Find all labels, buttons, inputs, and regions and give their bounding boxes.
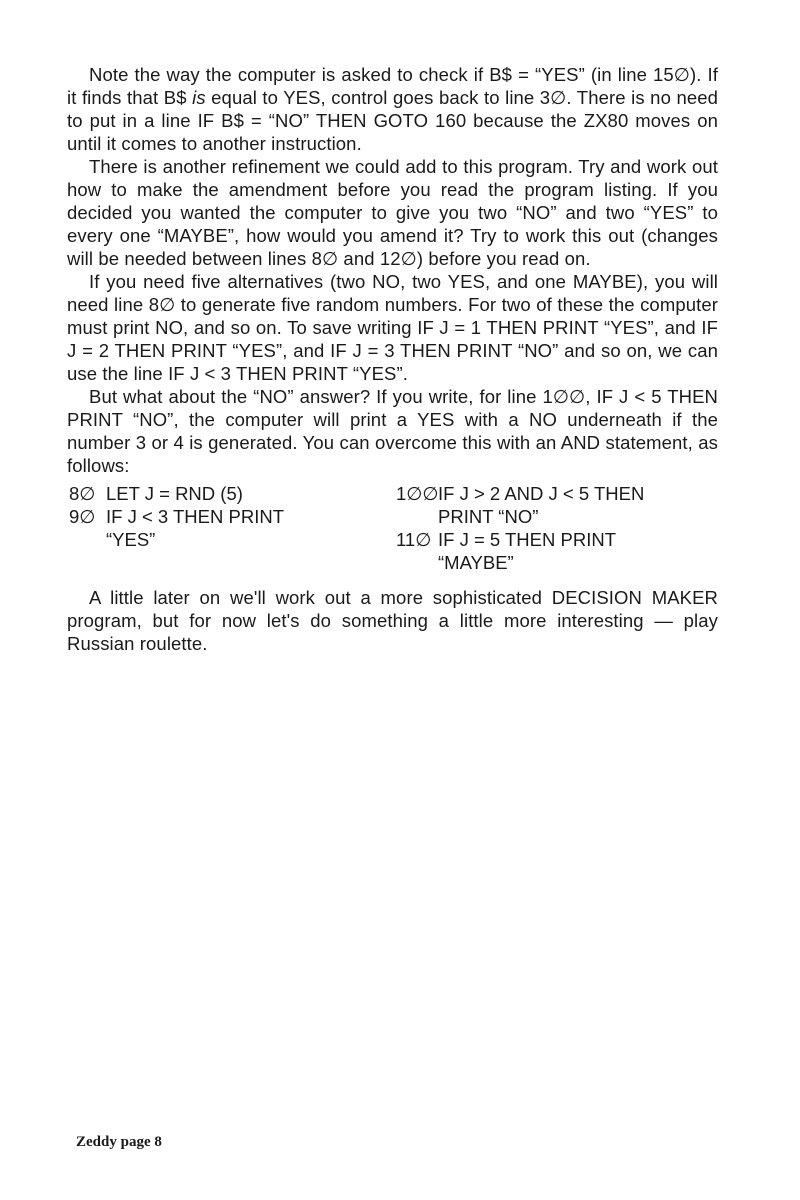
code-listing (67, 482, 718, 574)
paragraph-1-emphasis: is (192, 87, 206, 108)
code-line-text: IF J = 5 THEN PRINT (438, 529, 617, 550)
code-line-number: 9∅ (69, 506, 96, 527)
code-line (67, 482, 392, 505)
paragraph-2: There is another refinement we could add to this program. Try and work out how to make the amendment before you read the program listing. If you decided you wanted the computer to give you two “NO” and two “YES” to every one “MAYBE”, how would you amend it? Try to work this out (changes will be needed between lines 8∅ and 12∅) before you read on. (67, 156, 718, 269)
paragraph-1-text-b: equal to YES, control goes back to line 3∅. There is no need to put in a line IF B$ = “NO” THEN GOTO 160 because the ZX80 moves on until it comes to another instruction. (67, 87, 719, 154)
code-line-continuation (392, 505, 718, 528)
code-line-text: LET J = RND (5) (106, 483, 243, 504)
code-line-continuation (392, 551, 718, 574)
code-line (392, 528, 718, 551)
paragraph-4: But what about the “NO” answer? If you write, for line 1∅∅, IF J < 5 THEN PRINT “NO”, the computer will print a YES with a NO underneath if the number 3 or 4 is generated. You can overcome this with an AND statement, as follows: (67, 386, 718, 476)
paragraph-1-text-a: Note the way the computer is asked to check if B$ = “YES” (in line 15∅). If it finds that B$ (67, 64, 718, 108)
code-line-text: “MAYBE” (438, 552, 514, 573)
paragraph-5: A little later on we'll work out a more sophisticated DECISION MAKER program, but for now let's do something a little more interesting — play Russian roulette. (67, 587, 718, 654)
code-line-text: PRINT “NO” (438, 506, 539, 527)
code-line-number: 11∅ (396, 529, 432, 550)
code-line (67, 505, 392, 528)
paragraph-1 (67, 63, 718, 155)
code-line-text: IF J > 2 AND J < 5 THEN (438, 483, 645, 504)
code-line-number: 1∅∅ (396, 483, 439, 504)
code-line-number: 8∅ (69, 483, 96, 504)
paragraph-3: If you need five alternatives (two NO, two YES, and one MAYBE), you will need line 8∅ to generate five random numbers. For two of these the computer must print NO, and so on. To save writing IF J = 1 THEN PRINT “YES”, and IF J = 2 THEN PRINT “YES”, and IF J = 3 THEN PRINT “NO” and so on, we can use the line IF J < 3 THEN PRINT “YES”. (67, 271, 718, 384)
code-line-text: “YES” (106, 529, 156, 550)
code-line-continuation (67, 528, 392, 551)
code-column-right (392, 482, 718, 574)
code-line-text: IF J < 3 THEN PRINT (106, 506, 285, 527)
code-column-left (67, 482, 392, 574)
page-body (67, 63, 718, 655)
code-line (392, 482, 718, 505)
page-footer: Zeddy page 8 (76, 1134, 162, 1150)
